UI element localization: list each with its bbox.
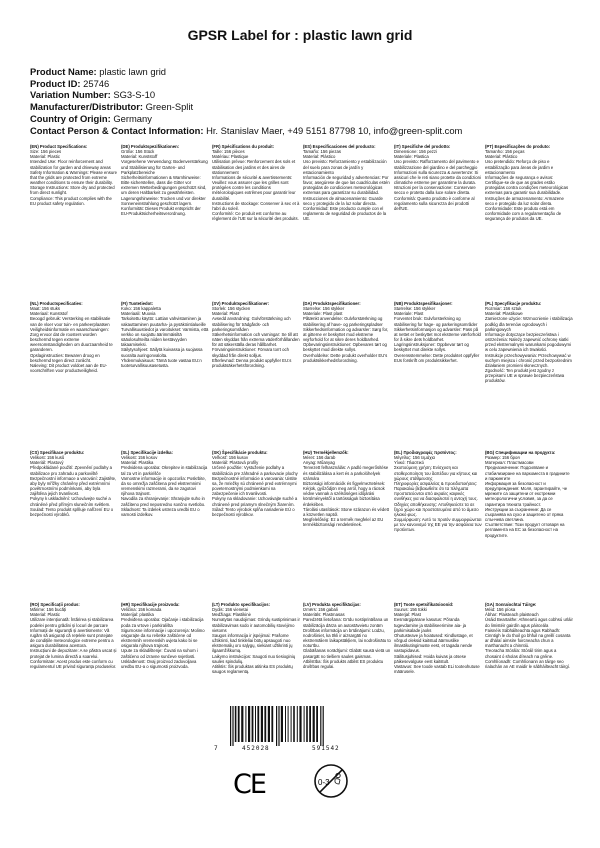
barcode-bar — [248, 706, 250, 742]
age-warning-icon — [313, 763, 349, 799]
spec-text: Izmērs: 156 gabali Materiāls: Plastmasas Paredzētā lietošana: Grīdu nostiprināšana un stabilizācija dārza un autostāvvietu zonām Drošības informācija un brīdinājumi: Lūdzu, nodrošiniet, ka tīkli ir aizsargāti no ekstremāliem laikapstākļiem, lai nodrošinātu to noturību. Glabāšanas norādījumi: Glabāt sausā vietā un pasargāt no tiešiem saules gaismas. Atbilstība: Šis produkts atbilst ES produktu drošības regulai. — [303, 607, 391, 669]
spec-text: Maat: 156 stuks Materiaal: Kunststof Beoogd gebruik: Versterking en stabilisatie van de vloer voor tuin- en parkeerplaatsen Veiligheidsinformatie en waarschuwingen: Zorg ervoor dat de roosters worden beschermd tegen extreme weersomstandigheden om duurzaamheid te garanderen. Opslaginstructies: Bewaren droog en beschermd tegen direct zonlicht. Naleving: Dit product voldoet aan de EU-voorschriften voor productveiligheid. — [30, 306, 113, 374]
spec-text: Размер: 156 броя Материал: Пластмасови Предназначение: Подсилване и стабилизиране на паркоместа в градините и паркингите Информация за безопасност и предупреждения: Моля, гарантирайте, че мрежите са защитени от екстремни метеорологични условия, за да се гарантира тяхната трайност. Инструкции за съхранение: Да се съхранява на сухо и защитено от пряка слънчева светлина. Съответствие: Този продукт отговаря на регламента на ЕС за безопасност на продуктите. — [485, 455, 570, 538]
spec-heading: (HU) Termékjellemzők: — [303, 450, 349, 455]
spec-text: Størrelse: 156 stykker Materiale: Plast Forventet bruk: Gulvforsterkning og stabilisering for hage- og parkeringsområder Sikkerhetsinformasjon og advarsler: Pass på at nettet er beskyttet mot ekstreme værforhold for å sikre dets holdbarhet. Lagringsinstruksjoner: Oppbevar tørt og beskyttet mot direkte sollys. Overensstemmelse: Dette produktet oppfyller EUs forskrift om produktsikkerhet. — [394, 306, 481, 363]
spec-heading: (PL) Specyfikacje produktu: — [485, 301, 542, 306]
barcode-bars — [228, 706, 372, 746]
spec-text: Dimensione: 156 pezzi Materiale: Plastica Uso previsto: Rafforzamento del pavimento e stabilizzazione del giardino e del parcheggio Informazioni sulla sicurezza & avvertenze: Si assicuri che le reti siano protette da condizioni climatiche estreme per garantirne la durata. Istruzioni per la conservazione: Conservare secco e protetto dalla luce solare diretta. Conformità: Questo prodotto è conforme al regolamento sulla sicurezza dei prodotti dell'UE. — [394, 149, 481, 211]
info-value: SG3-S-10 — [113, 89, 156, 101]
spec-text: Mărime: 156 bucăți Material: Plastic Utilizare intenționată: Întărirea și stabilizarea podelei pentru grădini și locuri de parcare Informații de siguranță și avertismente: Vă rugăm să asigurați că rețelele sunt protejate de condițiile meteorologice extreme pentru a asigura durabilitatea acestora. Instrucțiuni de depozitare: A se păstra uscat și protejat de lumina directă a soarelui. Conformitate: Acest produs este conform cu regulamentul UE privind siguranța produselor. — [30, 607, 117, 669]
info-value: plastic lawn grid — [99, 66, 166, 77]
barcode-bar — [271, 706, 273, 742]
spec-block-pt — [485, 144, 573, 221]
spec-heading: (GA) Sonraíochtaí Táirge: — [485, 602, 537, 607]
barcode-bar — [316, 706, 318, 742]
barcode-bar — [285, 706, 286, 742]
spec-block-sv — [212, 301, 300, 368]
barcode-bar — [238, 706, 240, 742]
barcode-bar — [268, 706, 270, 742]
spec-text: Dydis: 156 vienetai Medžiaga: Plastikinė Numatytas naudojimas: Grindų sustiprinimas ir stabilizavimas sodo ir automobilių stovėjimo vietoms Saugos informacija ir įspėjimai: Prašome užtikrinti, kad tinkleliai būtų apsaugoti nuo ekstremalių oro sąlygų, siekiant užtikrinti jų ilgaamžiškumą. Laikymo instrukcijos: Saugoti nuo tiesioginių saulės spindulių. Atitiktis: Šis produktas atitinka ES produktų saugos reglamentą. — [212, 607, 300, 675]
spec-heading: (RO) Specificații produs: — [30, 602, 80, 607]
barcode-left-digits: 452028 — [242, 745, 270, 752]
info-label: Product Name: — [30, 66, 97, 77]
spec-heading: (FR) Spécifications du produit: — [212, 144, 275, 149]
spec-heading: (EL) Προδιαγραφές προϊόντος: — [394, 450, 457, 455]
barcode-bar — [241, 706, 243, 742]
spec-text: Tamaño: 156 piezas Material: Plástico Uso previsto: Reforzamiento y estabilización del suelo para zonas de jardín y estacionamiento Información de seguridad y advertencias: Por favor, asegúrese de que las cuadrículas estén protegidas de condiciones meteorológicas extremas para garantizar su durabilidad. Instrucciones de almacenamiento: Guarde seco y protegido de la luz solar directa. Conformidad: Este producto cumple con el reglamento de seguridad de productos de la UE. — [303, 149, 390, 222]
barcode-bar — [288, 706, 289, 742]
spec-text: Koko: 156 kappaletta Materiaali: Muovia Tarkoitettu käyttö: Lattian vahvistaminen ja vakauttaminen puutarha- ja pysäköintialueille Turvallisuustiedot ja varoitukset: Varmista, että verkko on suojattu äärimmäisiltä sääolosuhteilta niiden kestävyyden takaamiseksi. Säilytysohjeet: Säilytä kuivassa ja suojassa suoralta auringonvalolta. Yhdenmukaisuus: Tämä tuote vastaa EU:n tuoteturvallisuusasetusta. — [121, 306, 209, 368]
barcode-bar — [306, 706, 308, 742]
age-warning-label: 0-3 — [318, 778, 330, 787]
barcode-bar — [293, 706, 295, 742]
spec-heading: (ET) Toote spetsifikatsioonid: — [394, 602, 454, 607]
barcode-right-digits: 591542 — [312, 745, 340, 752]
barcode-bar — [232, 706, 233, 746]
barcode-bar — [278, 706, 279, 746]
product-info — [30, 66, 570, 136]
info-label: Product ID: — [30, 77, 81, 89]
info-value: Germany — [113, 112, 152, 124]
barcode-bar — [299, 706, 301, 742]
spec-text: Suurus: 156 tükki Materjal: Plast Eesmärgipärane kasutus: Põranda tugevdamine ja stabiliseerimine aia- ja parkimisalade jaoks Ohutusteave ja hoiatused: Kindlustage, et võrgud oleksid kaitstud äärmuslike ilmastikutingimuste eest, et tagada nende vastupidavus. Säilitusjuhised: Hoida kuivas ja otsese päikesevalguse eest kaitstult. Vastavus: See toode vastab ELi tooteohutuse määrusele. — [394, 607, 480, 675]
barcode-bar — [245, 706, 246, 742]
spec-text: Rozmiar: 156 sztuk Materiał: Plastikowe Zamierzone użycie: Wzmocnienie i stabilizacja podłóg dla terenów ogrodowych i parkingowych Informacje dotyczące bezpieczeństwa i ostrzeżenia: Należy zapewnić ochronę siatki przed ekstremalnymi warunkami pogodowymi w celu zapewnienia ich trwałości. Instrukcje przechowywania: Przechowywać w suchym miejscu i chronić przed bezpośrednim działaniem promieni słonecznych. Zgodność: Ten produkt jest zgodny z przepisami UE w sprawie bezpieczeństwa produktów. — [485, 306, 573, 384]
info-label: Contact Person & Contact Information: — [30, 124, 204, 136]
barcode-bar — [264, 706, 266, 742]
spec-block-da — [303, 301, 391, 363]
spec-text: Veličina: 156 komada Materijal: plastika Predviđena uporaba: Ojačanje i stabilizacija poda za vrtove i parkirališta Sigurnosne informacije i upozorenja: Molimo osigurajte da su rešetke zaštićene od ekstremnih vremenskih uvjeta kako bi se osigurala njihova trajnost. Upute za skladištenje: Čuvati na suhom i zaštićeno od izravne sunčeve svjetlosti. Usklađenost: Ovaj proizvod zadovoljava uredbu EU-a o sigurnosti proizvoda. — [121, 607, 205, 669]
spec-block-cs — [30, 450, 118, 517]
barcode-bar — [281, 706, 283, 742]
barcode-bar — [297, 706, 298, 742]
spec-heading: (DE) Produktspezifikationen: — [121, 144, 180, 149]
info-product-name — [30, 66, 570, 78]
spec-heading: (SK) Špecifikácie produktu: — [212, 450, 268, 455]
barcode-lead-digit: 7 — [214, 745, 218, 752]
info-label: Variation Number: — [30, 89, 111, 101]
barcode-bar — [309, 706, 311, 742]
spec-heading: (ES) Especificaciones del producto: — [303, 144, 376, 149]
spec-heading: (EN) Product Specifications: — [30, 144, 88, 149]
ce-mark-icon — [233, 767, 277, 800]
barcode-bar — [320, 706, 321, 746]
spec-block-it — [394, 144, 482, 211]
spec-heading: (NB) Produktspesifikasjoner: — [394, 301, 453, 306]
barcode-bar — [255, 706, 256, 742]
spec-block-fr — [212, 144, 300, 221]
ean-barcode — [214, 706, 372, 756]
info-value: Hr. Stanislav Maer, +49 5151 87798 10, info@green-split.com — [206, 124, 463, 136]
info-variation-number — [30, 89, 570, 101]
spec-heading: (HR) Specifikacije proizvoda: — [121, 602, 180, 607]
info-contact — [30, 125, 570, 137]
spec-block-ga — [485, 602, 573, 669]
spec-text: Méid: 156 píosa Ábhar: Plaisteach plaisteach Úsáid Beartaithe: Athneartú agus cobhsú urláir do limistéir gairdín agus páirceála Faisnéis Sábháilteachta agus Rabhadh: Cinntigh le do thoil go bhfuil na greillí cosanta ar dhálaí aimsire foircneacha chun a marthanacht a chinntiú. Treoracha Stórála: Stóráil tirim agus a chosaint ó sholas díreach na gréine. Comhlíonadh: Comhlíonann an táirge seo rialachán an AE maidir le sábháilteacht táirgí. — [485, 607, 573, 669]
spec-block-sk — [212, 450, 300, 517]
spec-text: Taille: 156 pièces Matériau: Plastique Utilisation prévue: Renforcement des sols et stabilisation des jardins et des aires de stationnement Informations de sécurité & avertissements: Veuillez vous assurer que les grilles sont protégées contre les conditions météorologiques extrêmes pour garantir leur durabilité. Instructions de stockage: Conserver à sec et à l'abri du soleil. Conformité: Ce produit est conforme au règlement de l'UE sur la sécurité des produits. — [212, 149, 300, 222]
info-value: 25746 — [83, 77, 110, 89]
spec-heading: (LT) Produkto specifikacijos: — [212, 602, 271, 607]
spec-block-nb — [394, 301, 482, 363]
barcode-bar — [230, 706, 231, 746]
spec-block-de — [121, 144, 209, 216]
info-country — [30, 113, 570, 125]
spec-block-lt — [212, 602, 300, 674]
spec-block-es — [303, 144, 391, 221]
spec-block-bg — [485, 450, 573, 538]
info-product-id — [30, 78, 570, 90]
barcode-bar — [257, 706, 259, 742]
spec-block-nl — [30, 301, 118, 373]
spec-block-lv — [303, 602, 391, 669]
barcode-bar — [252, 706, 254, 742]
spec-text: Velikost: 156 kosov Material: Plastika Predvidena uporaba: Okrepitev in stabilizacija tal za vrt in parkirišče Varnostne informacije in opozorila: Poskrbite, da so omrežja zaščitena pred ekstremnimi vremenskimi razmerami, da se zagotovi njihova trajnost. Navodila za shranjevanje: Shranjujte suho in zaščiteno pred neposredno sončno svetlobo. Skladnost: Ta izdelek ustreza uredbi EU o varnosti izdelkov. — [121, 455, 208, 517]
spec-heading: (CS) Specifikace produktu: — [30, 450, 85, 455]
page-title: GPSR Label for : plastic lawn grid — [187, 27, 413, 43]
spec-block-hr — [121, 602, 209, 669]
barcode-bar — [276, 706, 277, 746]
spec-text: Storlek: 156 stycken Material: Plast Avsedd användning: Golvförstärkning och stabilisering för trädgårds- och parkeringsområden Säkerhetsinformation och varningar: Se till att näten skyddas från extrema väderförhållanden för att säkerställa deras hållbarhet. Förvaringsinstruktioner: Förvara torrt och skyddad från direkt solljus. Efterlevnad: Denna produkt uppfyller EU:s produktsäkerhetsförordning. — [212, 306, 300, 368]
spec-text: Velikost: 156 kusů Materiál: Plastový Předpokládané použití: Zpevnění podlahy a stabilizace pro zahradu a parkoviště Bezpečnostní informace a varování: Zajistěte, aby byly mřížky chráněny před extrémními povětrnostními podmínkami, aby byla zajištěna jejich trvanlivost. Pokyny k uskladnění: Uchovávejte suché a chráněné před přímým slunečním světlem. Soulad: Tento produkt splňuje nařízení EU o bezpečnosti výrobků. — [30, 455, 117, 517]
spec-text: Tamanho: 156 peças Material: Plástico Uso pretendido: Reforço de piso e estabilização para áreas de jardim e estacionamento Informações de segurança e avisos: Certifique-se de que as grades estão protegidas contra condições meteorológicas extremas para garantir sua durabilidade. Instruções de armazenamento: Armazene seco e protegido da luz solar direta. Conformidade: Este produto está em conformidade com a regulamentação de segurança de produtos da UE. — [485, 149, 569, 222]
spec-block-fi — [121, 301, 209, 368]
spec-heading: (SV) Produktspecifikationer: — [212, 301, 270, 306]
barcode-bar — [291, 706, 292, 742]
info-value: Green-Split — [145, 101, 194, 113]
barcode-bar — [323, 706, 324, 746]
spec-text: Größe: 156 Stück Material: Kunststoff Vorgesehene Verwendung: Bodenverstärkung und Stabilisierung für Garten- und Parkplatzbereiche Sicherheitsinformationen & Warnhinweise: Bitte sicherstellen, dass die Gitter vor extremen Wetterbedingungen geschützt sind, um deren Haltbarkeit zu gewährleisten. Lagerungshinweise: Trocken und vor direkter Sonneneinstrahlung geschützt lagern. Konformität: Dieses Produkt entspricht der EU-Produktsicherheitsverordnung. — [121, 149, 208, 217]
spec-heading: (IT) Specifiche del prodotto: — [394, 144, 451, 149]
spec-heading: (SL) Specifikacije izdelka: — [121, 450, 173, 455]
spec-heading: (NL) Productspecificaties: — [30, 301, 83, 306]
spec-block-pl — [485, 301, 573, 384]
info-manufacturer — [30, 101, 570, 113]
spec-block-et — [394, 602, 482, 674]
spec-heading: (LV) Produkta specifikācijas: — [303, 602, 361, 607]
spec-heading: (DA) Produktspecifikationer: — [303, 301, 361, 306]
spec-text: Size: 156 pieces Material: Plastic Intended Use: Floor reinforcement and stabilization for garden and driveway areas Safety Information & Warnings: Please ensure that the grids are protected from extreme weather conditions to ensure their durability. Storage Instructions: Store dry and protected from direct sunlight. Compliance: This product complies with the EU product safety regulation. — [30, 149, 118, 206]
barcode-bar — [261, 706, 263, 742]
barcode-bar — [313, 706, 315, 742]
spec-heading: (FI) Tuotetiedot: — [121, 301, 154, 306]
spec-text: Méret: 156 darab Anyag: Műanyag Tervezett felhasználás: A padló megerősítése és stabilizálása a kert és a parkolóhelyek számára Biztonsági információk és figyelmeztetések: Kérjük, győződjön meg arról, hogy a rácsok védve vannak a szélsőséges időjárási körülményektől a tartósságuk biztosítása érdekében. Tárolási utasítások: Stone szárazon és védett a közvetlen naptól. Megfelelőség: Ez a termék megfelel az EU termékbiztonsági rendeletének. — [303, 455, 389, 528]
spec-block-ro — [30, 602, 118, 669]
spec-block-el — [394, 450, 482, 533]
spec-heading: (BG) Спецификации на продукта: — [485, 450, 556, 455]
info-label: Country of Origin: — [30, 112, 111, 124]
spec-block-hu — [303, 450, 391, 527]
spec-block-sl — [121, 450, 209, 517]
barcode-bar — [235, 706, 237, 742]
spec-text: Størrelse: 156 stykker Materiale: Plast plast Påtænkt anvendelse: Gulvforstærkning og stabilisering af have- og parkeringspladser Sikkerhedsinformation og advarsler: Sørg for, at gitterne er beskyttet mod ekstreme vejrforhold for at sikre deres holdbarhed. Opbevaringsinstruktioner: Opbevares tørt og beskyttet mod direkte sollys. Overholdelse: Dette produkt overholder EU's produktsikkerhedsforordning. — [303, 306, 389, 363]
spec-block-en — [30, 144, 118, 206]
ce-mark-text: CE — [233, 769, 265, 800]
info-label: Manufacturer/Distributor: — [30, 101, 144, 113]
spec-heading: (PT) Especificações do produto: — [485, 144, 551, 149]
spec-text: Μέγεθος: 156 τεμάχια Υλικό: Πλαστικό Σκοπούμενη χρήση: Ενίσχυση και σταθεροποίηση του δαπέδου για κήπους και χώρους στάθμευσης Πληροφορίες ασφαλείας & προειδοποιήσεις: Παρακαλώ βεβαιωθείτε ότι τα πλέγματα προστατεύονται από ακραίες καιρικές συνθήκες για να διασφαλιστεί η αντοχή τους. Οδηγίες αποθήκευσης: Αποθηκεύστε τα σε ξηρό χώρο και προστατευμένα από το άμεσο ηλιακό φως. Συμμόρφωση: Αυτό το προϊόν συμμορφώνεται με τον κανονισμό της ΕΕ για την ασφάλεια των προϊόντων. — [394, 455, 482, 533]
barcode-bar — [304, 706, 305, 742]
spec-text: Veľkosť: 156 kusov Materiál: Plastová profily Určené použitie: Vystuženie podlahy a stabilizácia pre záhradné a parkovacie plochy Bezpečnostné informácie a varovania: Uistite sa, že mriežky sú chránené pred extrémnymi poveternostnými podmienkami na zabezpečenie ich trvanlivosti. Pokyny na skladovanie: Uchovávajte suché a chránené pred priamym slnečným žiarením. Súlad: Tento výrobok spĺňa nariadenie EÚ o bezpečnosti výrobkov. — [212, 455, 298, 517]
